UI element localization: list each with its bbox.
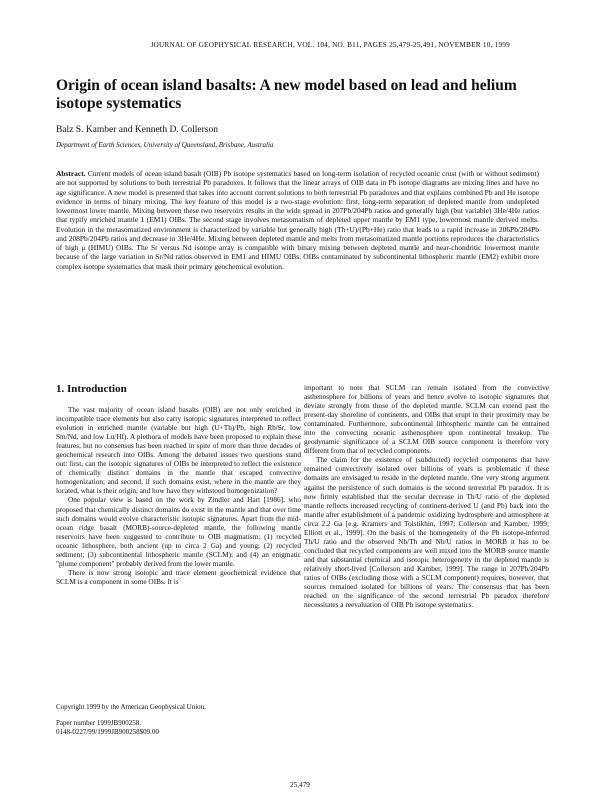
paragraph: The vast majority of ocean island basalts (OIB) are not only enriched in incompatible trace elements but also carry isotopic signatures interpreted to reflect evolution in enriched mantle (variable but high (U+Th)/Pb, high Rb/Sr, low Sm/Nd, and low Lu/Hf). A plethora of models have been proposed to explain these features, but no consensus has been reached in spite of more than three decades of geochemical research into OIBs. Among the debated issues two questions stand out: first, can the isotopic signatures of OIBs be interpreted to reflect the existence of chemically distinct domains in the mantle that escaped convective homogenization; and second, if such domains exist, where in the mantle are they located, what is their origin, and how have they withstood homogenization? [56,405,301,496]
paragraph: important to note that SCLM can remain isolated from the convective asthenosphere for billions of years and hence evolve to isotopic signatures that deviate strongly from those of the depleted mantle. SCLM can extend past the present-day shoreline of continents, and OIBs that erupt in their proximity may be contaminated. Furthermore, subcontinental lithospheric mantle can be entrained into the convecting oceanic asthenosphere upon continental breakup. The geodynamic significance of a SCLM OIB source component is therefore very different from that of recycled components. [304,383,549,456]
column-right [304,383,549,609]
page-number: 25,479 [290,781,310,789]
section-heading-introduction: 1. Introduction [56,383,127,395]
issn-line: 0148-0227/99/1999JB900258$09.00 [56,728,159,736]
paragraph: There is now strong isotopic and trace element geochemical evidence that SCLM is a component in some OIBs. It is [56,567,301,586]
abstract [56,169,539,271]
paper-title: Origin of ocean island basalts: A new model based on lead and helium isotope systematics [56,77,517,112]
affiliation: Department of Earth Sciences, University of Queensland, Brisbane, Australia [56,141,274,149]
paragraph: The claim for the existence of (subducted) recycled components that have remained convectively isolated over billions of years is problematic if these domains are envisaged to reside in the depleted mantle. One very strong argument against the persistence of such domains is the second terrestrial Pb paradox. It is now firmly established that the secular decrease in Th/U ratio of the depleted mantle reflects increased recycling of continent-derived U (and Pb) back into the mantle after establishment of a pandemic oxidizing hydrosphere and atmosphere at circa 2.2 Ga [e.g. Kramers and Tolstikhin, 1997; Collerson and Kamber, 1999; Elliott et al., 1999]. On the basis of the homogeneity of the Pb isotope-inferred Th/U ratio and the observed Nb/Th and Nb/U ratios in MORB it has to be concluded that recycled components are well mixed into the MORB source mantle and that substantial chemical and isotopic heterogeneity in the depleted mantle is relatively short-lived [Collerson and Kamber, 1999]. The range in 207Pb/204Pb ratios of OIBs (excluding those with a SCLM component) requires, however, that sources remained isolated for billions of years. The consensus that has been reached on the significance of the second terrestrial Pb paradox therefore necessitates a reevaluation of OIB Pb isotope systematics. [304,455,549,610]
column-left [56,405,301,586]
abstract-label: Abstract. [56,169,86,178]
copyright-block [56,703,296,737]
authors: Balz S. Kamber and Kenneth D. Collerson [56,125,218,135]
running-head: JOURNAL OF GEOPHYSICAL RESEARCH, VOL. 104, NO. B11, PAGES 25,479-25,491, NOVEMBER 10, 1999 [150,40,510,49]
paper-number: Paper number 1999JB900258. [56,719,141,727]
paragraph: One popular view is based on the work by Zindler and Hart [1986], who proposed that chemically distinct domains do exist in the mantle and that over time such domains would evolve characteristic isotopic signatures. Apart from the mid-ocean ridge basalt (MORB)-source-depleted mantle, the following mantle reservoirs have been suggested to contribute to OIB magmatism: (1) recycled oceanic lithosphere, both ancient (up to circa 2 Ga) and young; (2) recycled sediment; (3) subcontinental lithospheric mantle (SCLM); and (4) an enigmatic "plume component" probably derived from the lower mantle. [56,495,301,568]
copyright-line: Copyright 1999 by the American Geophysical Union. [56,703,206,711]
abstract-text: Current models of ocean island basalt (OIB) Pb isotope systematics based on long-term isolation of recycled oceanic crust (with or without sediment) are not supported by solutions to both terrestrial Pb paradoxes. It follows that the linear arrays of OIB data in Pb isotope diagrams are mixing lines and have no age significance. A new model is presented that takes into account current solutions to both terrestrial Pb paradoxes and that explains combined Pb and He isotope evidence in terms of binary mixing. The key feature of this model is a two-stage evolution: first, long-term separation of depleted mantle from undepleted lowermost lower mantle. Mixing between these two reservoirs results in the wide spread in 207Pb/204Pb ratios and generally high (but variable) 3He/4He ratios that typify enriched mantle 1 (EM1) OIBs. The second stage involves metasomatism of depleted upper mantle by EM1 type, lowermost mantle derived melts. Evolution in the metasomatized environment is characterized by variable but generally high (Th+U)/(Pb+He) ratio that leads to a rapid increase in 206Pb/204Pb and 208Pb/204Pb ratios and decrease in 3He/4He. Mixing between depleted mantle and melts from metasomatized mantle portions reproduces the characteristics of high μ (HIMU) OIBs. The Sr versus Nd isotope array is compatible with binary mixing between depleted mantle and near-chondritic lowermost mantle because of the large variation in Sr/Nd ratios observed in EM1 and HIMU OIBs. OIBs contaminated by subcontinental lithospheric mantle (EM2) exhibit more complex isotope systematics that mask their primary geochemical evolution. [56,169,539,271]
